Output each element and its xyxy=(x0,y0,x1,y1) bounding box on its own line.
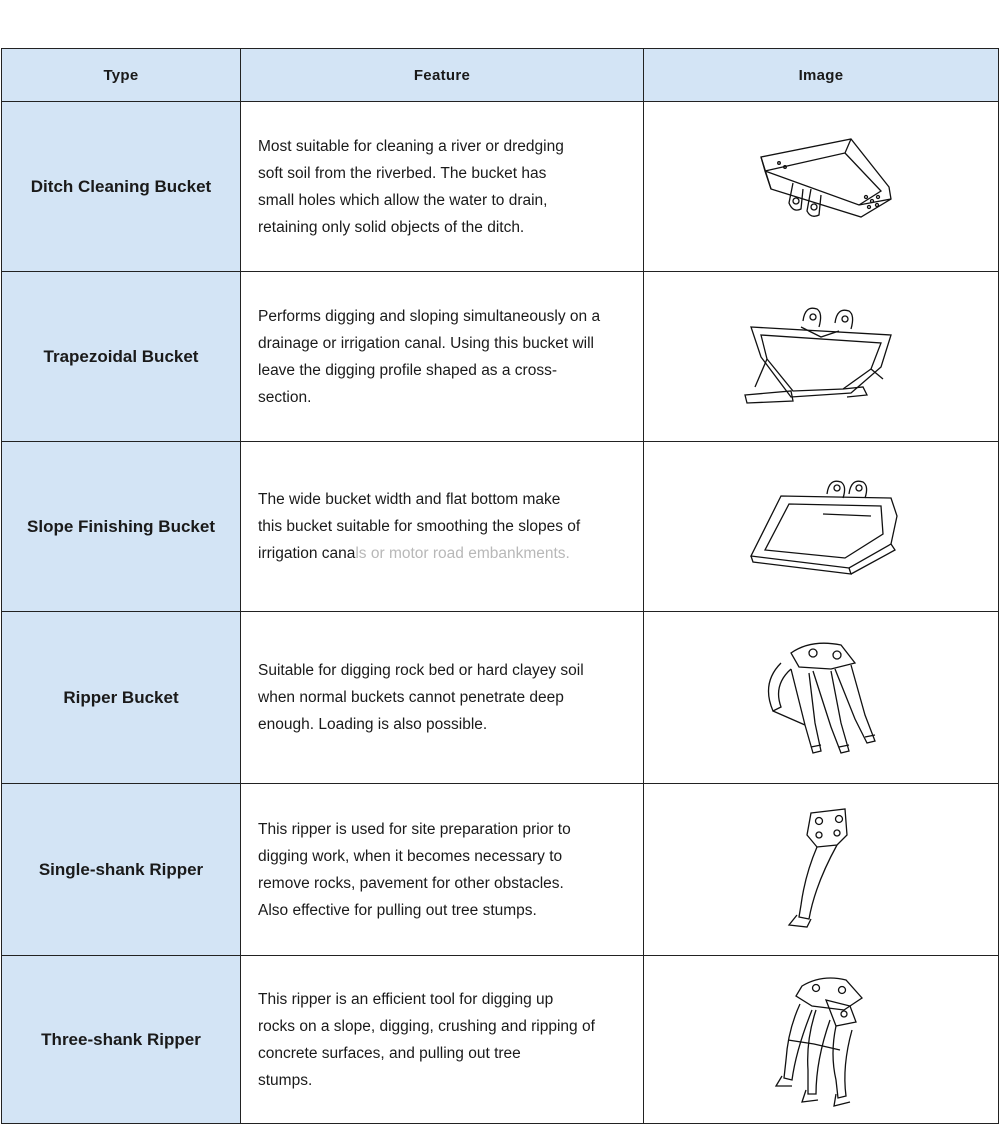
feature-line: Most suitable for cleaning a river or dredging xyxy=(258,137,564,155)
type-cell: Ditch Cleaning Bucket xyxy=(2,102,241,272)
feature-line: rocks on a slope, digging, crushing and ripping of xyxy=(258,1017,595,1035)
ditch-cleaning-bucket-icon xyxy=(741,127,901,247)
header-type: Type xyxy=(2,49,241,102)
feature-cell xyxy=(241,272,644,442)
single-shank-ripper-icon xyxy=(781,805,861,935)
type-cell: Trapezoidal Bucket xyxy=(2,272,241,442)
table-row xyxy=(2,442,999,612)
image-cell xyxy=(644,956,999,1124)
feature-line: enough. Loading is also possible. xyxy=(258,716,488,733)
header-image: Image xyxy=(644,49,999,102)
table-row xyxy=(2,272,999,442)
feature-line: this bucket suitable for smoothing the slopes of xyxy=(258,518,581,535)
feature-cell xyxy=(241,612,644,784)
feature-line: concrete surfaces, and pulling out tree xyxy=(258,1044,521,1062)
header-row xyxy=(2,49,999,102)
feature-text-faded: ls or motor road embankments. xyxy=(355,545,570,562)
trapezoidal-bucket-icon xyxy=(731,297,911,417)
table-row xyxy=(2,956,999,1124)
table-row xyxy=(2,612,999,784)
feature-line: retaining only solid objects of the ditch. xyxy=(258,218,525,236)
table-row xyxy=(2,102,999,272)
feature-line: drainage or irrigation canal. Using this bucket will xyxy=(258,334,594,352)
slope-finishing-bucket-icon xyxy=(731,472,911,582)
image-cell xyxy=(644,102,999,272)
feature-cell xyxy=(241,784,644,956)
feature-line: This ripper is used for site preparation prior to xyxy=(258,820,571,838)
feature-line: small holes which allow the water to drain, xyxy=(258,191,548,209)
feature-line: Suitable for digging rock bed or hard clayey soil xyxy=(258,662,584,679)
feature-line: Performs digging and sloping simultaneously on a xyxy=(258,307,601,325)
type-cell: Ripper Bucket xyxy=(2,612,241,784)
bucket-types-table xyxy=(1,48,999,1124)
feature-cell xyxy=(241,102,644,272)
table-row xyxy=(2,784,999,956)
feature-line: section. xyxy=(258,388,312,406)
feature-line: leave the digging profile shaped as a cross- xyxy=(258,361,557,379)
three-shank-ripper-icon xyxy=(766,970,876,1110)
image-cell xyxy=(644,612,999,784)
feature-cell xyxy=(241,956,644,1124)
feature-line: when normal buckets cannot penetrate deep xyxy=(258,689,564,706)
feature-line: stumps. xyxy=(258,1071,313,1089)
feature-line: digging work, when it becomes necessary to xyxy=(258,847,563,865)
image-cell xyxy=(644,442,999,612)
header-feature: Feature xyxy=(241,49,644,102)
type-cell: Three-shank Ripper xyxy=(2,956,241,1124)
feature-line: Also effective for pulling out tree stumps. xyxy=(258,901,537,919)
feature-line xyxy=(258,540,637,567)
image-cell xyxy=(644,272,999,442)
ripper-bucket-icon xyxy=(751,633,891,763)
type-cell: Slope Finishing Bucket xyxy=(2,442,241,612)
feature-cell xyxy=(241,442,644,612)
feature-line: remove rocks, pavement for other obstacles. xyxy=(258,874,564,892)
feature-line: soft soil from the riverbed. The bucket has xyxy=(258,164,547,182)
type-cell: Single-shank Ripper xyxy=(2,784,241,956)
feature-line: The wide bucket width and flat bottom make xyxy=(258,491,561,508)
image-cell xyxy=(644,784,999,956)
feature-line: This ripper is an efficient tool for digging up xyxy=(258,990,554,1008)
feature-text: irrigation cana xyxy=(258,545,356,562)
